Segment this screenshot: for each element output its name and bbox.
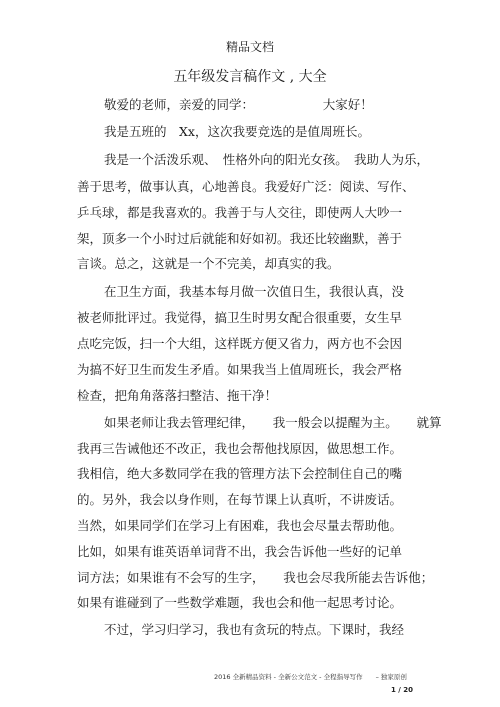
body-line: 在卫生方面，我基本每月做一次值日生，我很认真，没 xyxy=(104,284,405,299)
body-line: 如果有谁碰到了一些数学难题，我也会和他一起思考讨论。 xyxy=(77,595,403,610)
document-title: 五年级发言稿作文 , 大全 xyxy=(173,69,327,85)
body-line: 我相信，绝大多数同学在我的管理方法下会控制住自己的嘴 xyxy=(77,466,403,481)
body-line: 我是一个活泼乐观、 性格外向的阳光女孩。 我助人为乐， xyxy=(104,152,430,167)
body-line: 乒乓球，都是我喜欢的。我善于与人交往，即使两人大吵一 xyxy=(77,205,403,220)
body-line: 点吃完饭，扫一个大组，这样既方便又省力，两方也不会因 xyxy=(77,336,403,351)
body-line: 言谈。总之，这就是一个不完美，却真实的我。 xyxy=(77,256,340,271)
body-line: 当然，如果同学们在学习上有困难，我也会尽量去帮助他。 xyxy=(77,518,403,533)
body-line: 我是五班的 Xx，这次我要竞选的是值周班长。 xyxy=(104,124,370,139)
body-line: 词方法；如果谁有不会写的生字， 我也会尽我所能去告诉他； xyxy=(77,570,434,585)
body-line: 敬爱的老师，亲爱的同学： 大家好！ xyxy=(104,97,373,112)
body-line: 的。另外，我会以身作则，在每节课上认真听，不讲废话。 xyxy=(77,492,403,507)
body-line: 不过，学习归学习，我也有贪玩的特点。下课时，我经 xyxy=(104,622,405,637)
page-header: 精品文档 xyxy=(225,40,274,54)
page-footer: 2016 全新精品资料 - 全新公文范文 - 全程指导写作 – 独家原创 xyxy=(214,673,407,681)
body-line: 比如，如果有谁英语单词背不出，我会告诉他一些好的记单 xyxy=(77,544,403,559)
body-line: 架，顶多一个小时过后就能和好如初。我还比较幽默，善于 xyxy=(77,231,403,246)
body-line: 检查，把角角落落扫整洁、拖干净！ xyxy=(77,388,278,403)
body-line: 善于思考，做事认真，心地善良。我爱好广泛：阅读、写作、 xyxy=(77,179,415,194)
body-line: 被老师批评过。我觉得，搞卫生时男女配合很重要，女生早 xyxy=(77,310,403,325)
page-number: 1 / 20 xyxy=(391,686,414,694)
body-line: 如果老师让我去管理纪律， 我一般会以提醒为主。 就算 xyxy=(104,415,442,430)
body-line: 为搞不好卫生而发生矛盾。如果我当上值周班长，我会严格 xyxy=(77,362,403,377)
body-line: 我再三告诫他还不改正，我也会帮他找原因，做思想工作。 xyxy=(77,441,403,456)
